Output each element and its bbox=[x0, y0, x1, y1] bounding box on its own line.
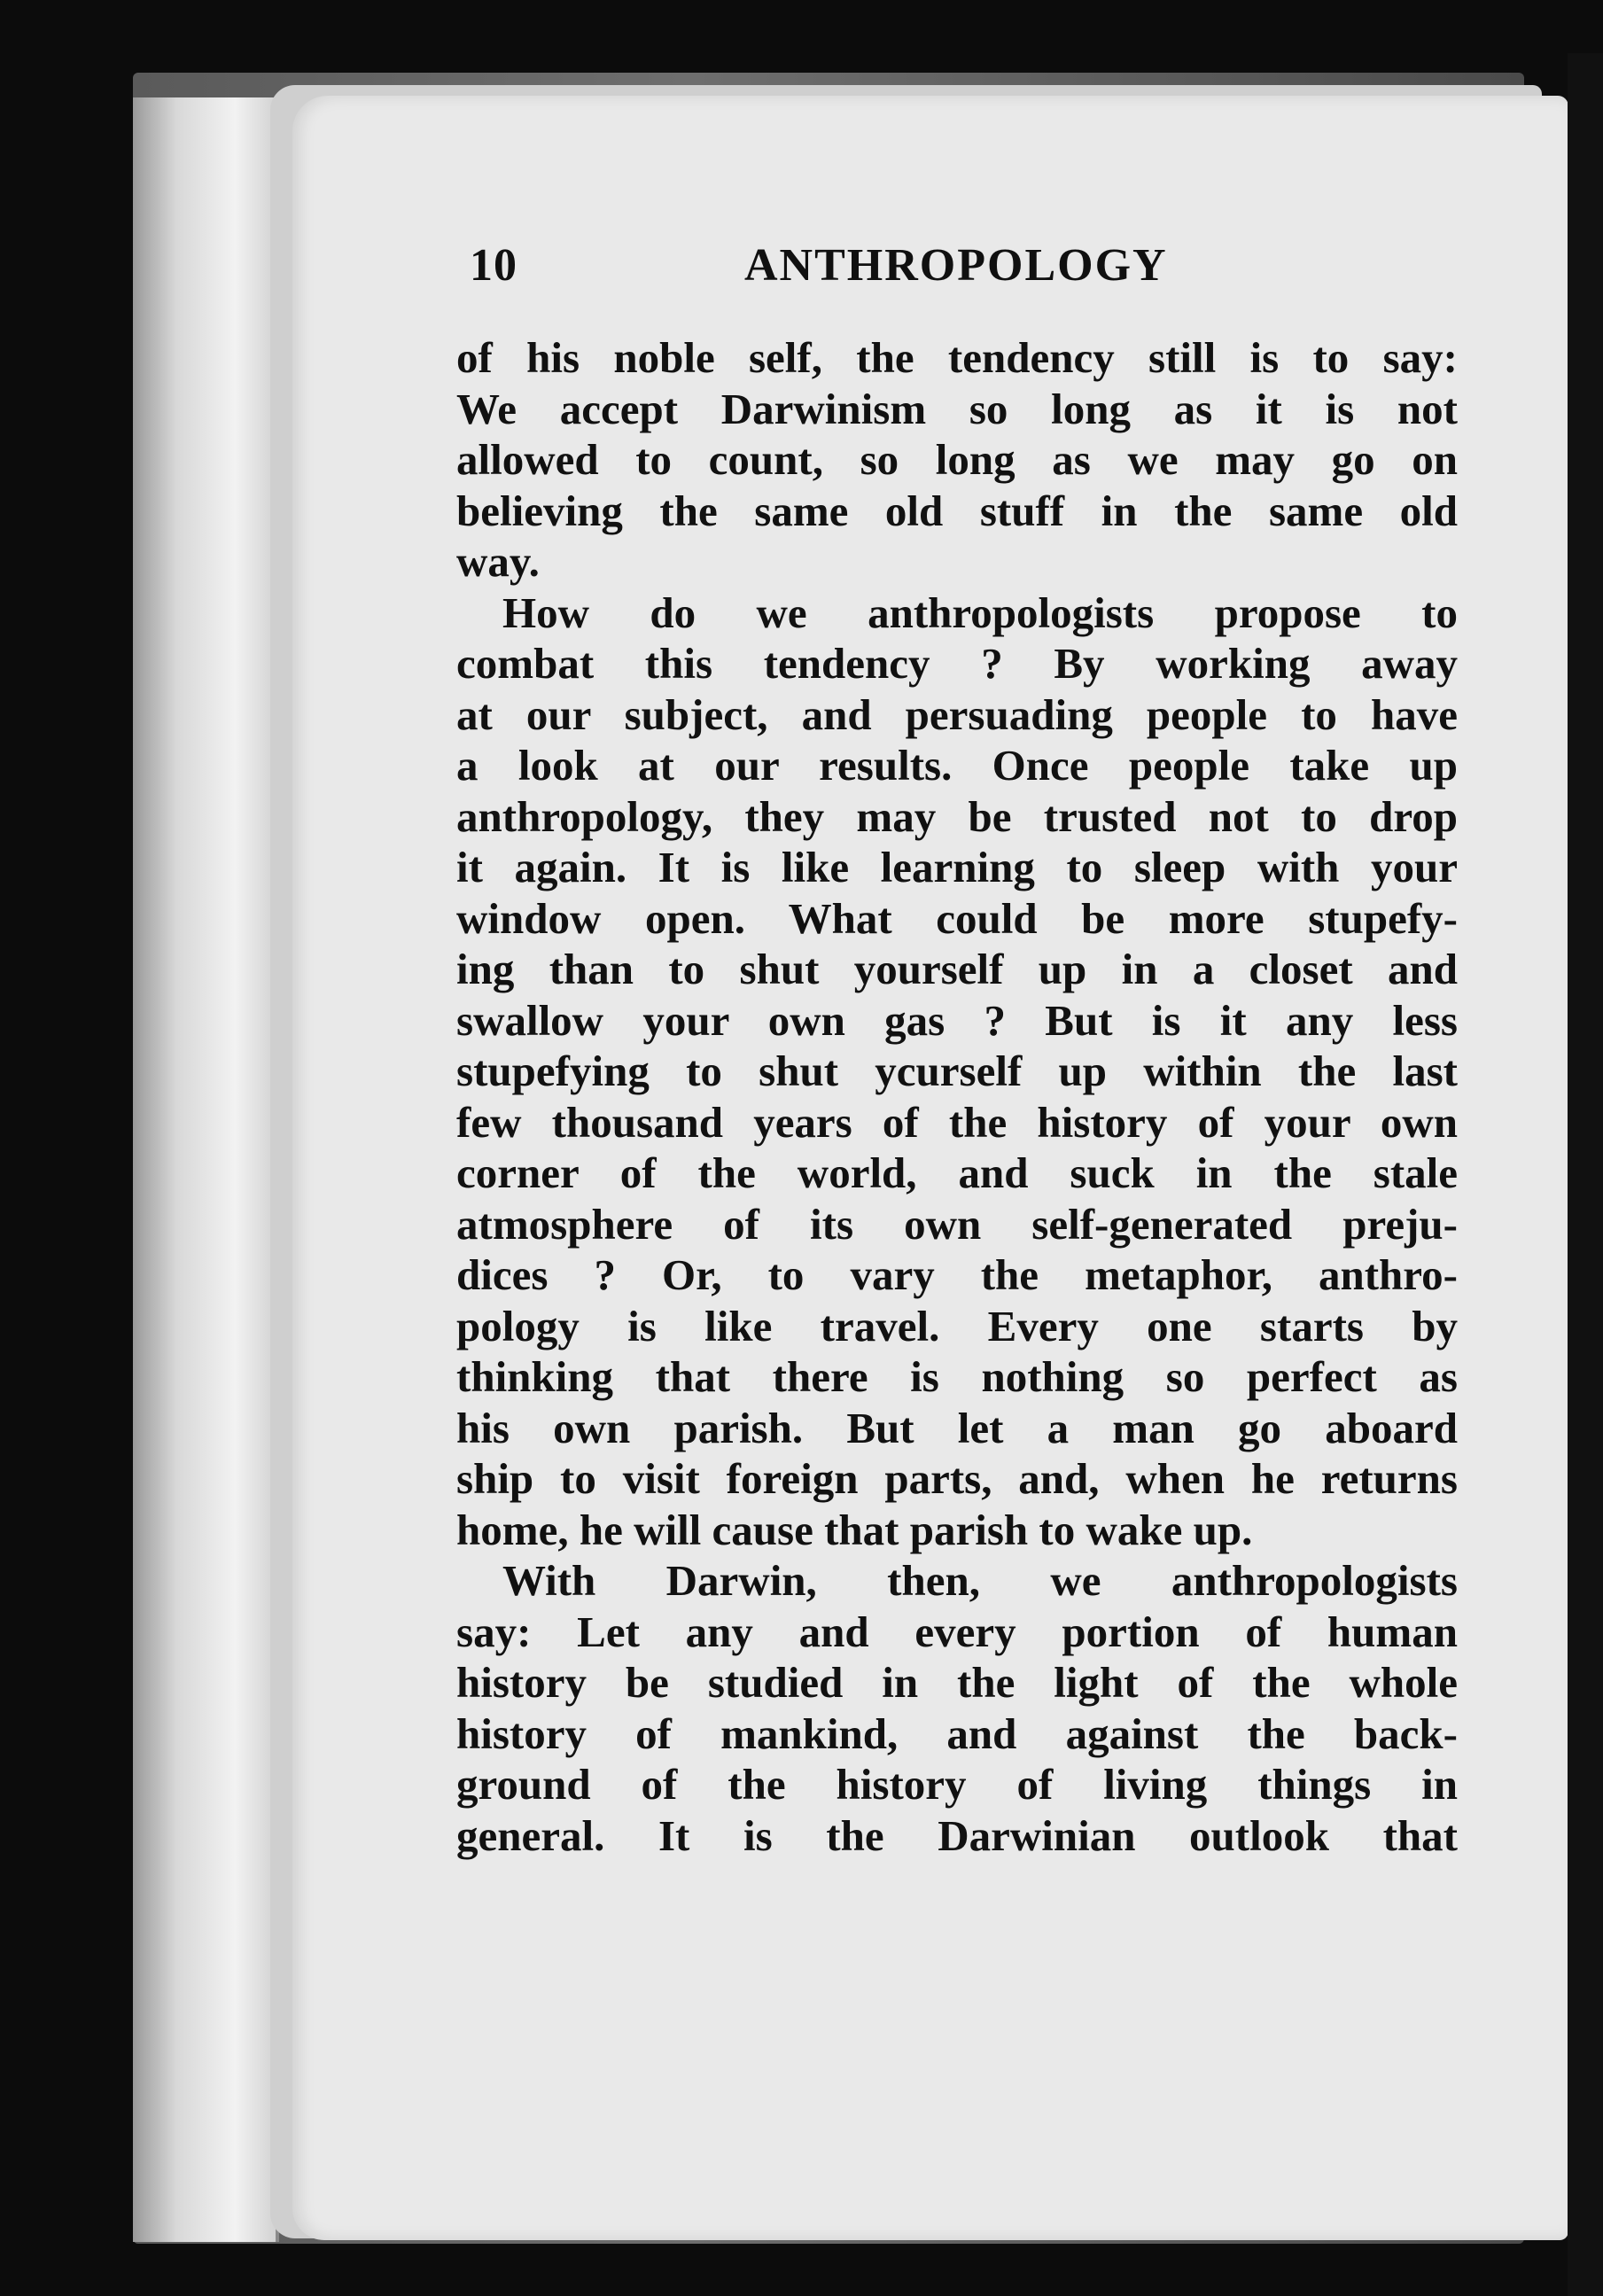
text-line: swallow your own gas ? But is it any less bbox=[456, 995, 1458, 1045]
text-line: allowed to count, so long as we may go on bbox=[456, 435, 1458, 484]
text-line: few thousand years of the history of your own bbox=[456, 1097, 1458, 1147]
text-line: ground of the history of living things in bbox=[456, 1760, 1458, 1809]
scan-shadow bbox=[1568, 53, 1603, 2296]
text-line: at our subject, and persuading people to have bbox=[456, 689, 1458, 739]
text-line: stupefying to shut ycurself up within the last bbox=[456, 1047, 1458, 1095]
text-line: say: Let any and every portion of human bbox=[456, 1607, 1458, 1656]
text-line: atmosphere of its own self-generated preju- bbox=[456, 1199, 1458, 1249]
body-text bbox=[456, 332, 1458, 1861]
text-line: it again. It is like learning to sleep with your bbox=[456, 843, 1458, 891]
text-line: his own parish. But let a man go aboard bbox=[456, 1403, 1458, 1452]
text-line: combat this tendency ? By working away bbox=[456, 639, 1458, 688]
text-line: history be studied in the light of the whole bbox=[456, 1658, 1458, 1707]
text-line: believing the same old stuff in the same old bbox=[456, 486, 1458, 535]
text-line: a look at our results. Once people take up bbox=[456, 741, 1458, 790]
text-line: way. bbox=[456, 537, 540, 586]
text-line: We accept Darwinism so long as it is not bbox=[456, 384, 1458, 433]
running-title: ANTHROPOLOGY bbox=[744, 240, 1168, 291]
text-line: anthropology, they may be trusted not to drop bbox=[456, 791, 1458, 841]
text-line: home, he will cause that parish to wake up. bbox=[456, 1505, 1253, 1554]
paragraph-start-line: With Darwin, then, we anthropologists bbox=[502, 1556, 1458, 1605]
paragraph-start-line: How do we anthropologists propose to bbox=[502, 588, 1458, 637]
text-line: thinking that there is nothing so perfect as bbox=[456, 1352, 1458, 1401]
page-number: 10 bbox=[470, 240, 517, 291]
text-line: ing than to shut yourself up in a closet and bbox=[456, 945, 1458, 993]
text-line: pology is like travel. Every one starts by bbox=[456, 1301, 1458, 1350]
text-line: window open. What could be more stupefy- bbox=[456, 893, 1458, 943]
text-line: of his noble self, the tendency still is to say: bbox=[456, 333, 1458, 382]
text-line: general. It is the Darwinian outlook that bbox=[456, 1810, 1458, 1860]
book-binding-edge bbox=[133, 97, 279, 2242]
text-line: dices ? Or, to vary the metaphor, anthro- bbox=[456, 1250, 1458, 1299]
running-header bbox=[470, 239, 1462, 301]
text-line: corner of the world, and suck in the stale bbox=[456, 1148, 1458, 1197]
text-line: ship to visit foreign parts, and, when he returns bbox=[456, 1454, 1458, 1503]
text-line: history of mankind, and against the back- bbox=[456, 1708, 1458, 1758]
